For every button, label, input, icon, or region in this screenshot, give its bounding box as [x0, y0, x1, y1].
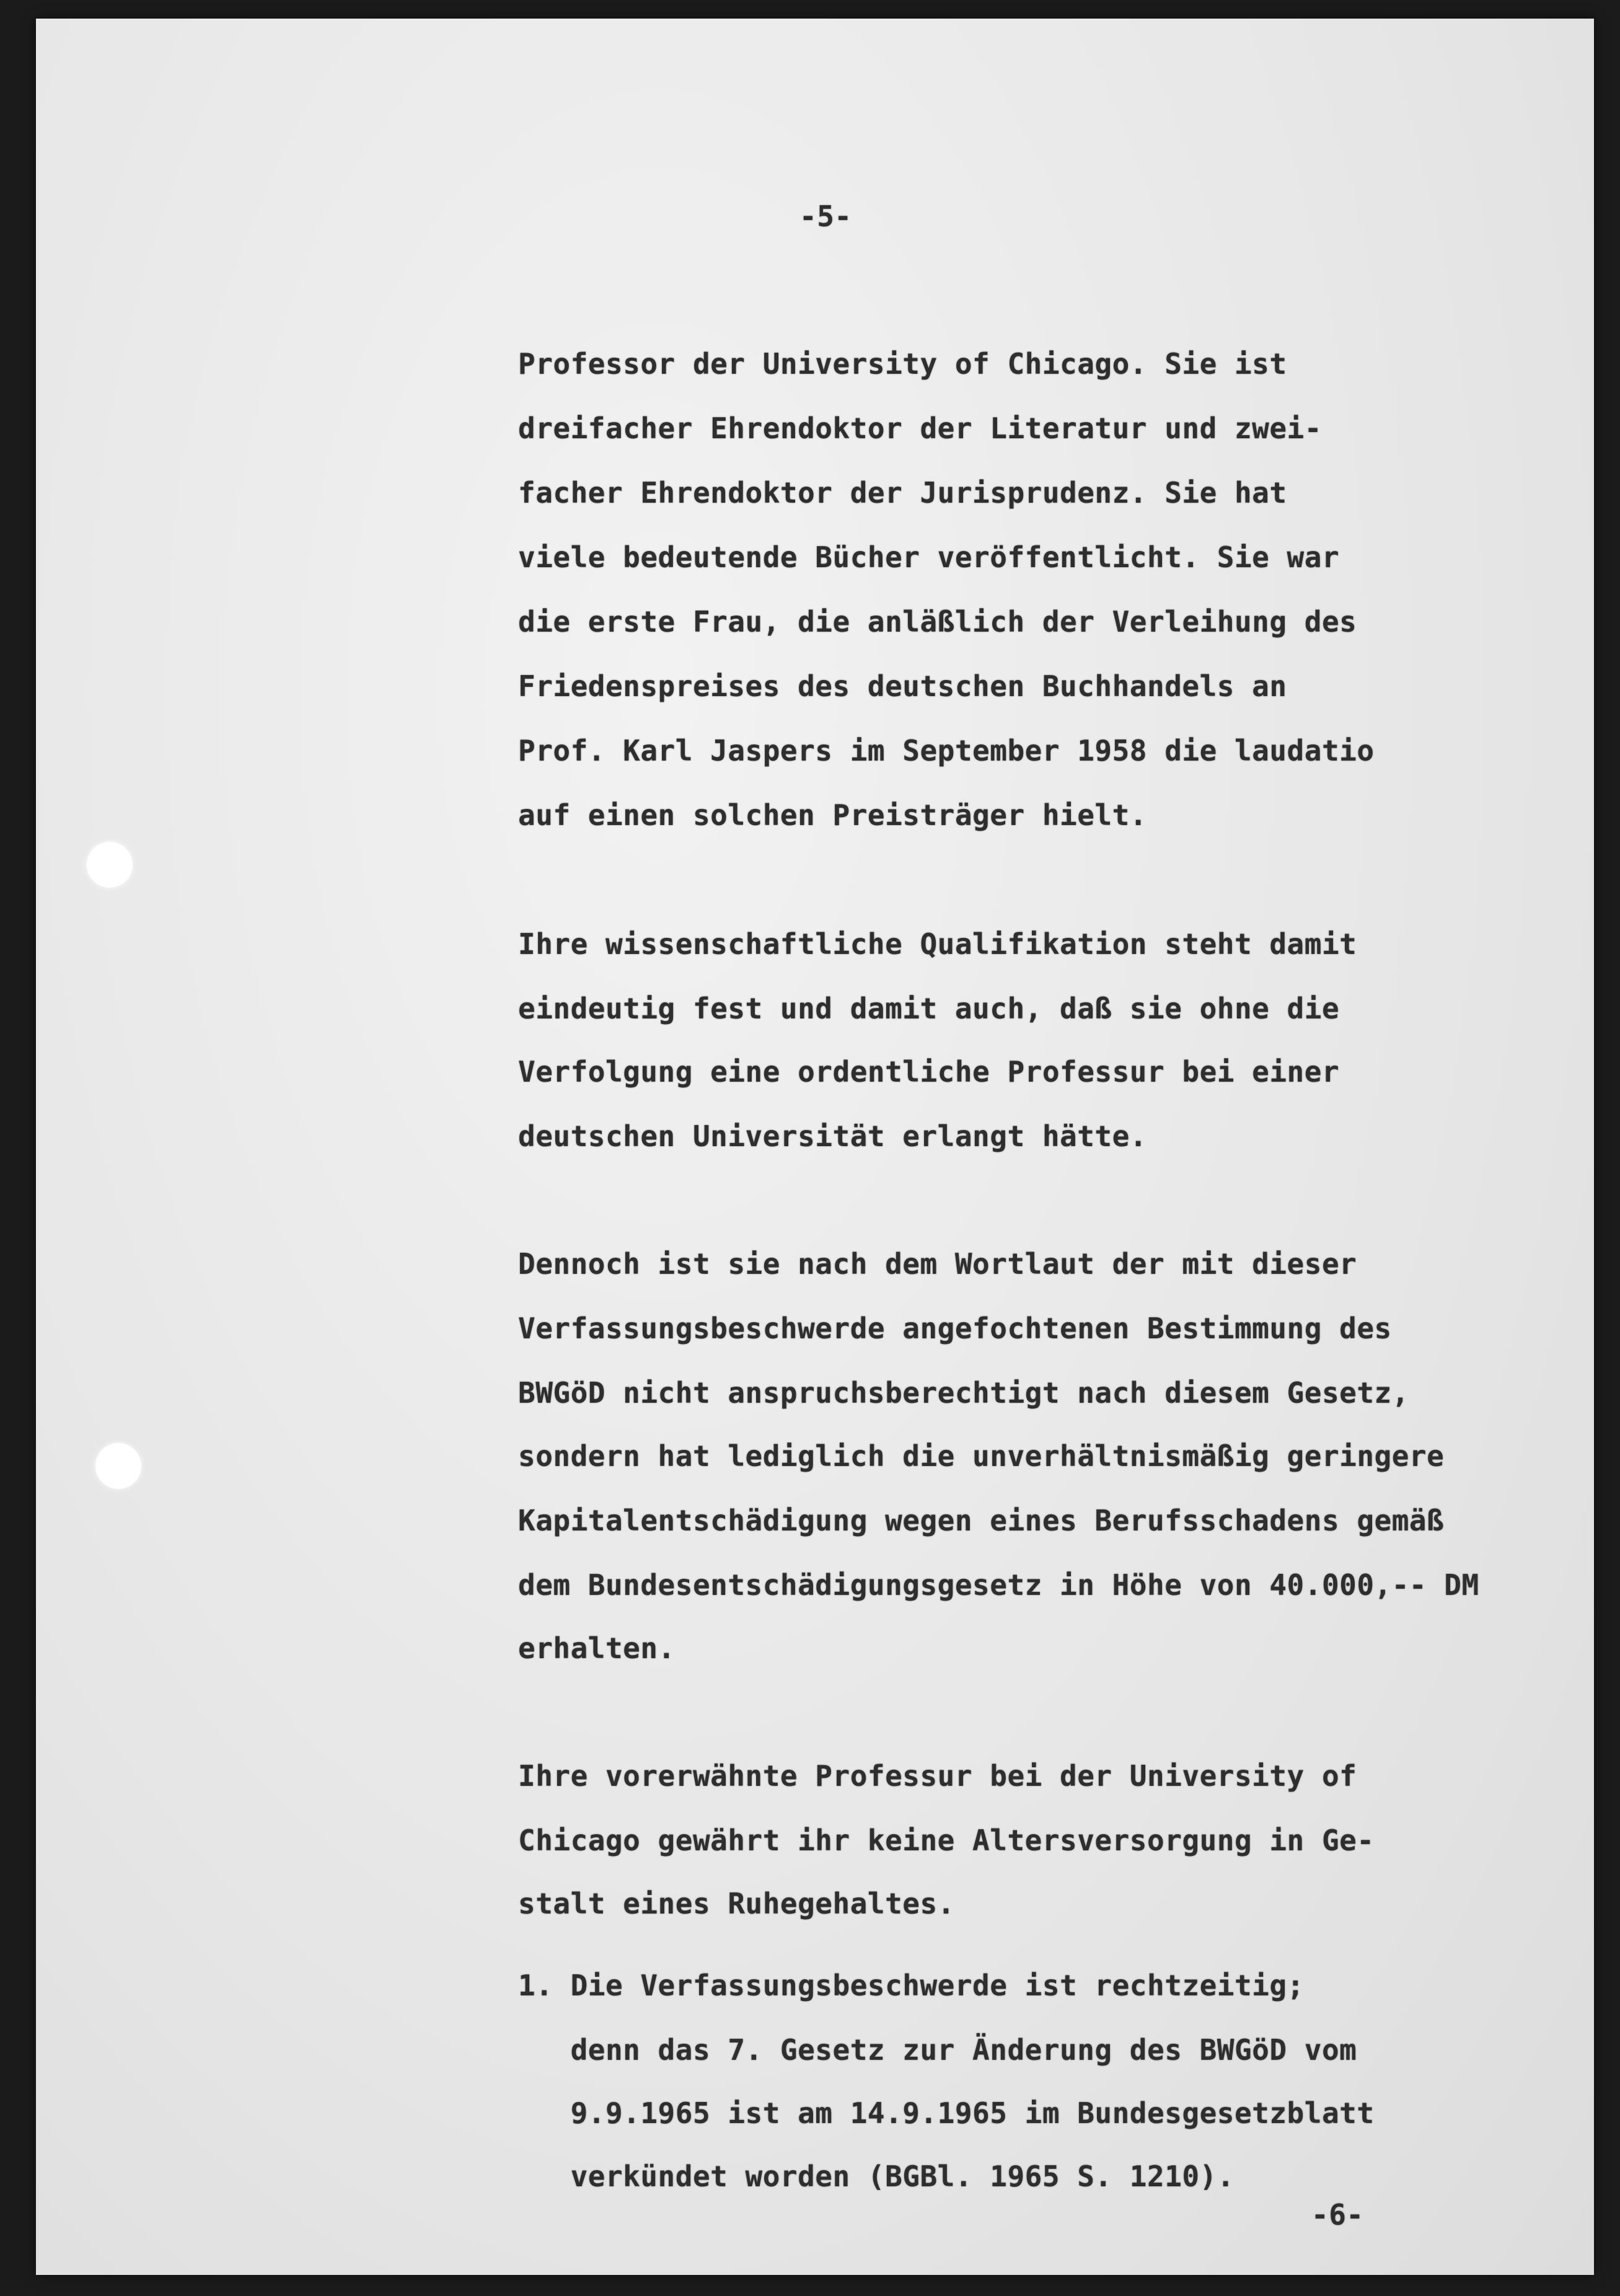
text-line: eindeutig fest und damit auch, daß sie ohne die — [518, 992, 1340, 1025]
text-line: stalt eines Ruhegehaltes. — [518, 1887, 955, 1920]
text-line: Kapitalentschädigung wegen eines Berufsschadens gemäß — [518, 1504, 1445, 1537]
text-line: viele bedeutende Bücher veröffentlicht. Sie war — [518, 541, 1340, 574]
punch-hole-bottom — [95, 1443, 141, 1489]
text-line: erhalten. — [518, 1631, 676, 1665]
page-number: -5- — [799, 200, 852, 233]
text-line: Chicago gewährt ihr keine Altersversorgung in Ge- — [518, 1824, 1375, 1857]
text-line: Verfassungsbeschwerde angefochtenen Bestimmung des — [518, 1312, 1392, 1345]
text-line: Dennoch ist sie nach dem Wortlaut der mit dieser — [518, 1247, 1357, 1281]
text-line: dreifacher Ehrendoktor der Literatur und zwei- — [518, 412, 1322, 445]
text-line: facher Ehrendoktor der Jurisprudenz. Sie hat — [518, 476, 1287, 510]
text-line: dem Bundesentschädigungsgesetz in Höhe von 40.000,-- DM — [518, 1568, 1479, 1602]
text-line: deutschen Universität erlangt hätte. — [518, 1119, 1147, 1153]
text-line: Ihre vorerwähnte Professur bei der University of — [518, 1759, 1357, 1793]
continuation-marker: -6- — [1311, 2198, 1364, 2232]
text-line: sondern hat lediglich die unverhältnismäßig geringere — [518, 1439, 1445, 1473]
text-line: die erste Frau, die anläßlich der Verleihung des — [518, 605, 1357, 638]
punch-hole-top — [87, 842, 133, 888]
list-item-line: denn das 7. Gesetz zur Änderung des BWGöD vom — [518, 2033, 1357, 2067]
list-item-line: 9.9.1965 ist am 14.9.1965 im Bundesgesetzblatt — [518, 2096, 1375, 2130]
text-line: Ihre wissenschaftliche Qualifikation steht damit — [518, 927, 1357, 961]
document-page — [36, 19, 1594, 2275]
text-line: Professor der University of Chicago. Sie ist — [518, 347, 1287, 381]
text-line: BWGöD nicht anspruchsberechtigt nach diesem Gesetz, — [518, 1376, 1409, 1410]
text-line: auf einen solchen Preisträger hielt. — [518, 798, 1147, 832]
list-item-line: 1. Die Verfassungsbeschwerde ist rechtzeitig; — [518, 1969, 1305, 2002]
text-line: Friedenspreises des deutschen Buchhandels an — [518, 669, 1287, 703]
list-item-line: verkündet worden (BGBl. 1965 S. 1210). — [518, 2160, 1235, 2193]
text-line: Verfolgung eine ordentliche Professur bei einer — [518, 1055, 1340, 1088]
text-line: Prof. Karl Jaspers im September 1958 die laudatio — [518, 734, 1375, 767]
